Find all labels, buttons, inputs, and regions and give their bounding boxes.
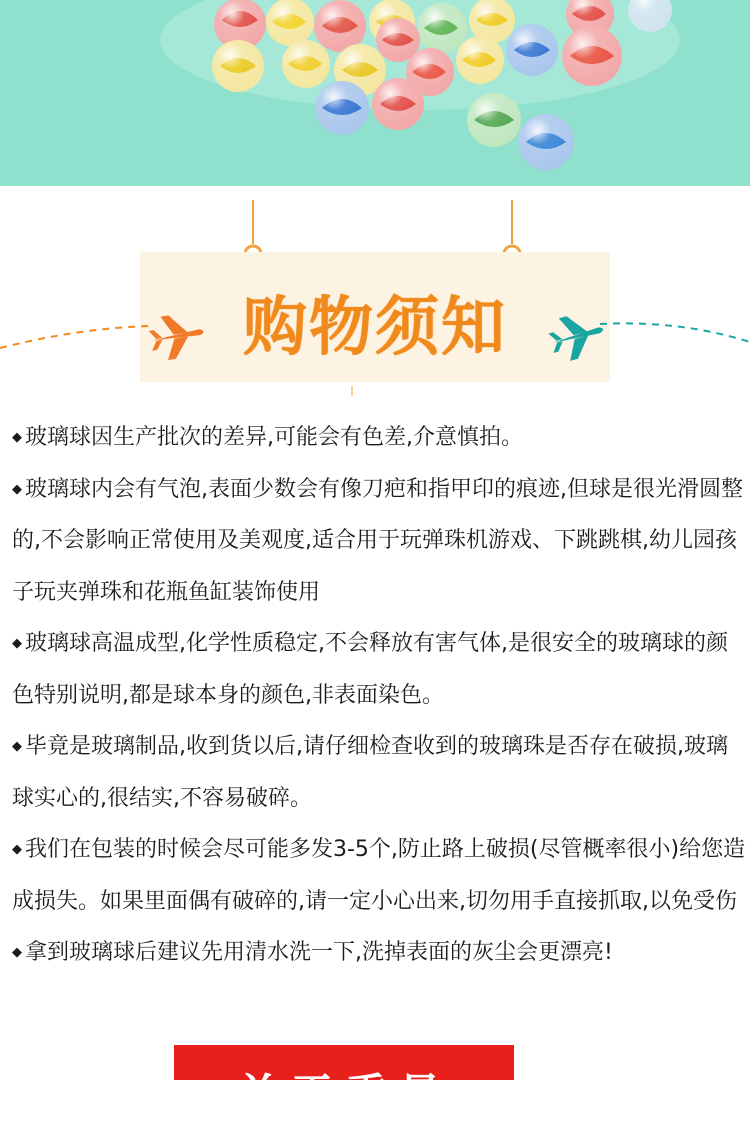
banner-title: 购物须知 — [243, 291, 507, 365]
note-item — [12, 464, 747, 619]
note-item — [12, 927, 747, 979]
weight-section-title: 关于重量 — [236, 1070, 452, 1121]
diamond-bullet-icon: ◆ — [12, 739, 22, 754]
note-item — [12, 412, 747, 464]
left-flight-path — [0, 326, 150, 348]
note-text: 玻璃球内会有气泡,表面少数会有像刀疤和指甲印的痕迹,但球是很光滑圆整的,不会影响正常使用及美观度,适合用于玩弹珠机游戏、下跳跳棋,幼儿园孩子玩夹弹珠和花瓶鱼缸装饰使用 — [12, 476, 743, 605]
note-item — [12, 824, 747, 927]
notes-list — [12, 412, 747, 979]
note-text: 我们在包装的时候会尽可能多发3-5个,防止路上破损(尽管概率很小)给您造成损失。如果里面偶有破碎的,请一定小心出来,切勿用手直接抓取,以免受伤 — [12, 837, 746, 914]
weight-section-header — [174, 1045, 514, 1121]
note-item — [12, 618, 747, 721]
diamond-bullet-icon: ◆ — [12, 481, 22, 497]
note-text: 玻璃球因生产批次的差异,可能会有色差,介意慎拍。 — [25, 425, 523, 450]
diamond-bullet-icon: ◆ — [12, 636, 22, 651]
diamond-bullet-icon: ◆ — [12, 945, 22, 960]
right-flight-path — [600, 323, 750, 342]
marbles-illustration — [0, 0, 750, 186]
note-text: 玻璃球高温成型,化学性质稳定,不会释放有害气体,是很安全的玻璃球的颜色特别说明,都是球本身的颜色,非表面染色。 — [12, 631, 728, 708]
diamond-bullet-icon: ◆ — [12, 430, 22, 445]
note-item — [12, 721, 747, 824]
note-text: 毕竟是玻璃制品,收到货以后,请仔细检查收到的玻璃珠是否存在破损,玻璃球实心的,很结实,不容易破碎。 — [12, 734, 728, 811]
hero-marbles-photo — [0, 0, 750, 186]
note-text: 拿到玻璃球后建议先用清水洗一下,洗掉表面的灰尘会更漂亮! — [25, 940, 613, 965]
diamond-bullet-icon: ◆ — [12, 842, 22, 857]
